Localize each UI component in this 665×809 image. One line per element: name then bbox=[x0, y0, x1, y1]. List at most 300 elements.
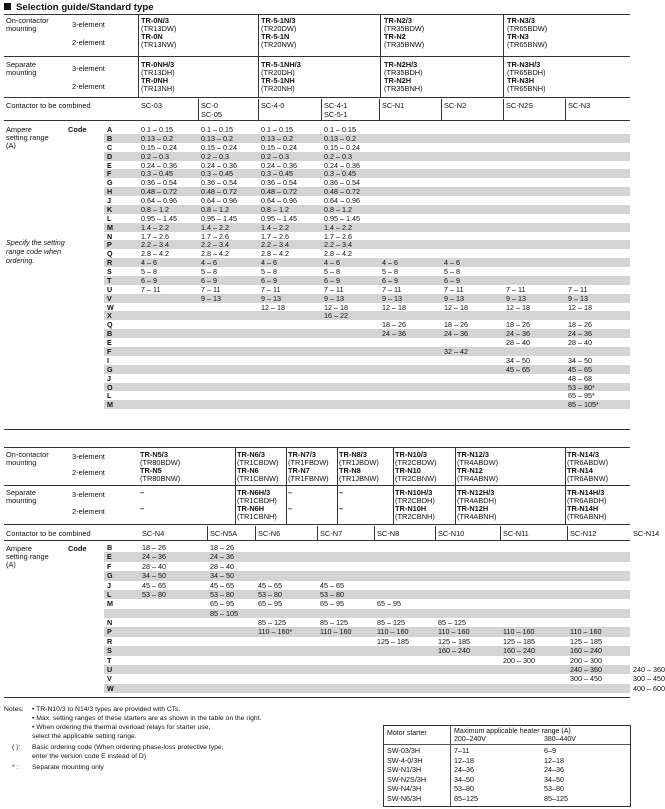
contactor-name: SC-4-0 bbox=[261, 101, 285, 110]
ampere-label: Ampere bbox=[6, 544, 32, 553]
heater-range-200: 7–11 bbox=[454, 746, 470, 755]
rule-line bbox=[393, 447, 394, 524]
setting-range: 0.2 – 0.3 bbox=[141, 151, 169, 161]
on-contactor-label: On-contactor bbox=[6, 450, 49, 459]
model-3e: (TR80BDW) bbox=[140, 458, 181, 467]
model-3e: (TR2CBDW) bbox=[395, 458, 437, 467]
model-2e: (TR2CBNW) bbox=[395, 474, 437, 483]
model-sep-2e: – bbox=[339, 504, 344, 513]
setting-range: 24 – 36 bbox=[382, 329, 406, 339]
row-shade bbox=[104, 258, 630, 267]
setting-range: 5 – 8 bbox=[261, 267, 277, 277]
row-shade bbox=[104, 311, 630, 320]
setting-code: L bbox=[107, 589, 112, 599]
rule-line bbox=[235, 447, 236, 524]
motor-starter-table bbox=[383, 725, 631, 807]
setting-range: 0.24 – 0.36 bbox=[141, 160, 177, 170]
row-shade bbox=[104, 383, 630, 392]
setting-range: 0.95 – 1.45 bbox=[261, 213, 297, 223]
row-shade bbox=[104, 646, 630, 655]
setting-range: 45 – 65 bbox=[320, 580, 344, 590]
model-sep-2e: – bbox=[288, 504, 293, 513]
row-shade bbox=[104, 571, 630, 580]
setting-range: 12 – 18 bbox=[324, 302, 348, 312]
row-shade bbox=[104, 347, 630, 356]
specify-note: range code when bbox=[6, 247, 62, 256]
model-2e: (TR20NW) bbox=[261, 40, 297, 49]
model-2e: (TR4ABNW) bbox=[457, 474, 499, 483]
setting-range: 28 – 40 bbox=[142, 561, 166, 571]
rule-line bbox=[138, 14, 139, 97]
setting-range: 0.15 – 0.24 bbox=[141, 142, 177, 152]
contactor-label: Contactor to be combined bbox=[6, 101, 91, 110]
setting-code: X bbox=[107, 311, 112, 321]
setting-range: 4 – 6 bbox=[324, 258, 340, 268]
setting-range: 24 – 36 bbox=[506, 329, 530, 339]
setting-range: 7 – 11 bbox=[506, 284, 526, 294]
row-shade bbox=[104, 294, 630, 303]
setting-range: 65 – 95 bbox=[258, 599, 282, 609]
model-sep-3e: – bbox=[339, 488, 344, 497]
setting-range: 0.1 – 0.15 bbox=[201, 125, 233, 134]
setting-code: E bbox=[107, 552, 112, 562]
model-sep-2e: TR-N6H bbox=[237, 504, 265, 513]
separate-label: Separate bbox=[6, 60, 36, 69]
setting-range: 1.7 – 2.6 bbox=[201, 231, 229, 241]
setting-code: N bbox=[107, 618, 113, 628]
rule-line bbox=[4, 14, 630, 15]
motor-starter-model: SW-N4/3H bbox=[387, 784, 422, 794]
setting-range: 5 – 8 bbox=[324, 267, 340, 277]
setting-range: 9 – 13 bbox=[324, 293, 344, 303]
setting-range: 0.8 – 1.2 bbox=[201, 204, 229, 214]
setting-range: 9 – 13 bbox=[382, 293, 402, 303]
model-sep-3e: (TR2CBDH) bbox=[395, 496, 435, 505]
setting-range: 0.1 – 0.15 bbox=[324, 125, 356, 134]
setting-code: P bbox=[107, 627, 112, 637]
contactor-name: SC-N2S bbox=[506, 101, 534, 110]
setting-range: 0.3 – 0.45 bbox=[141, 169, 173, 179]
row-shade bbox=[104, 590, 630, 599]
rule-line bbox=[441, 99, 442, 120]
model-sep-2e: TR-N10H bbox=[395, 504, 427, 513]
setting-range: 300 – 450 bbox=[570, 674, 602, 684]
setting-range: 7 – 11 bbox=[444, 284, 464, 294]
rule-line bbox=[455, 447, 456, 524]
contactor-name: SC-N1 bbox=[382, 101, 405, 110]
separate-label: mounting bbox=[6, 68, 37, 77]
model-2e: TR-N7 bbox=[288, 466, 310, 475]
motor-starter-header: Motor starter bbox=[387, 730, 427, 737]
three-element-label: 3-element bbox=[72, 20, 105, 29]
model-2e: (TR65BNW) bbox=[507, 40, 548, 49]
setting-range: 4 – 6 bbox=[141, 258, 157, 268]
setting-range: 0.15 – 0.24 bbox=[324, 142, 360, 152]
setting-range: 28 – 40 bbox=[210, 561, 234, 571]
setting-range: 12 – 18 bbox=[261, 302, 285, 312]
setting-range: 0.15 – 0.24 bbox=[261, 142, 297, 152]
motor-starter-model: SW-N6/3H bbox=[387, 794, 422, 803]
model-3e: TR-N8/3 bbox=[339, 450, 367, 459]
model-2e: TR-N6 bbox=[237, 466, 259, 475]
setting-range: 240 – 360 bbox=[633, 664, 665, 674]
setting-range: 2.8 – 4.2 bbox=[324, 249, 352, 259]
model-sep-3e: TR-N3H/3 bbox=[507, 60, 541, 69]
heater-range-380: 34–50 bbox=[544, 774, 564, 784]
setting-range: 48 – 68 bbox=[568, 373, 592, 383]
setting-code: D bbox=[107, 151, 113, 161]
note-bullet: • When ordering the thermal overload relays for starter use, bbox=[32, 724, 211, 731]
setting-range: 53 – 80 bbox=[210, 589, 234, 599]
setting-code: Q bbox=[107, 249, 113, 259]
setting-code: B bbox=[107, 543, 113, 552]
setting-range: 0.8 – 1.2 bbox=[141, 204, 169, 214]
rule-line bbox=[4, 429, 630, 430]
model-sep-3e: (TR65BDH) bbox=[507, 68, 546, 77]
setting-code: M bbox=[107, 222, 113, 232]
heater-range-header: Maximum applicable heater range (A) bbox=[454, 728, 571, 735]
model-3e: TR-N5/3 bbox=[140, 450, 168, 459]
model-sep-2e: – bbox=[140, 504, 145, 513]
setting-code: A bbox=[107, 125, 113, 134]
rule-line bbox=[4, 524, 630, 525]
setting-range: 4 – 6 bbox=[382, 258, 398, 268]
setting-range: 65 – 95 bbox=[210, 599, 234, 609]
setting-range: 34 – 50 bbox=[568, 355, 592, 365]
setting-range: 65 – 95 bbox=[320, 599, 344, 609]
notes-label: Notes: bbox=[4, 706, 24, 713]
setting-range: 18 – 26 bbox=[210, 543, 234, 552]
contactor-name: SC-05 bbox=[201, 110, 222, 119]
motor-starter-model: SW-N1/3H bbox=[387, 765, 422, 775]
setting-code: V bbox=[107, 674, 112, 684]
setting-range: 7 – 11 bbox=[261, 284, 281, 294]
setting-code: S bbox=[107, 646, 112, 656]
code-label: Code bbox=[68, 544, 87, 553]
voltage-380: 380–440V bbox=[544, 736, 576, 743]
setting-range: 7 – 11 bbox=[382, 284, 402, 294]
setting-range: 2.2 – 3.4 bbox=[261, 240, 289, 250]
setting-range: 18 – 26 bbox=[568, 320, 592, 330]
three-element-label: 3-element bbox=[72, 64, 105, 73]
setting-code: K bbox=[107, 204, 113, 214]
star-label: * : bbox=[12, 764, 19, 771]
setting-range: 110 – 160* bbox=[258, 627, 293, 637]
model-3e: (TR4ABDW) bbox=[457, 458, 499, 467]
model-sep-2e: (TR4ABNH) bbox=[457, 512, 497, 521]
setting-range: 0.95 – 1.45 bbox=[141, 213, 177, 223]
row-shade bbox=[104, 609, 630, 618]
heater-range-200: 34–50 bbox=[454, 774, 474, 784]
setting-range: 28 – 40 bbox=[568, 338, 592, 348]
setting-range: 0.95 – 1.45 bbox=[324, 213, 360, 223]
setting-range: 0.36 – 0.54 bbox=[324, 178, 360, 188]
setting-range: 0.64 – 0.96 bbox=[141, 196, 177, 206]
page-title bbox=[4, 2, 154, 13]
setting-range: 0.3 – 0.45 bbox=[261, 169, 293, 179]
heater-range-380: 6–9 bbox=[544, 746, 556, 755]
contactor-name: SC-N8 bbox=[377, 529, 400, 538]
model-2e: TR-5-1N bbox=[261, 32, 290, 41]
rule-line bbox=[207, 526, 208, 540]
row-shade bbox=[104, 684, 630, 693]
three-element-label: 3-element bbox=[72, 490, 105, 499]
paren-text: enter the version code E instead of D) bbox=[32, 753, 147, 760]
setting-range: 160 – 240 bbox=[503, 646, 535, 656]
row-shade bbox=[104, 276, 630, 285]
setting-range: 200 – 300 bbox=[570, 655, 602, 665]
setting-range: 2.8 – 4.2 bbox=[201, 249, 229, 259]
separate-label: mounting bbox=[6, 496, 37, 505]
setting-range: 1.7 – 2.6 bbox=[324, 231, 352, 241]
note-bullet: select the applicable setting range. bbox=[32, 733, 137, 740]
contactor-name: SC-N4 bbox=[142, 529, 165, 538]
model-3e: TR-N12/3 bbox=[457, 450, 490, 459]
ampere-label: (A) bbox=[6, 560, 16, 569]
contactor-name: SC-N14 bbox=[633, 529, 660, 538]
model-3e: TR-N7/3 bbox=[288, 450, 316, 459]
rule-line bbox=[258, 14, 259, 97]
setting-range: 300 – 450 bbox=[633, 674, 665, 684]
setting-range: 0.48 – 0.72 bbox=[261, 187, 297, 197]
setting-range: 0.15 – 0.24 bbox=[201, 142, 237, 152]
setting-range: 125 – 185 bbox=[377, 636, 409, 646]
row-shade bbox=[104, 169, 630, 178]
model-sep-3e: TR-N10H/3 bbox=[395, 488, 433, 497]
row-shade bbox=[104, 223, 630, 232]
setting-range: 85 – 125 bbox=[438, 618, 466, 628]
setting-range: 400 – 600 bbox=[633, 683, 665, 693]
setting-range: 110 – 160 bbox=[320, 627, 352, 637]
setting-range: 18 – 26 bbox=[382, 320, 406, 330]
setting-range: 9 – 13 bbox=[261, 293, 281, 303]
model-3e: (TR35BDW) bbox=[384, 24, 425, 33]
setting-range: 5 – 8 bbox=[382, 267, 398, 277]
setting-range: 1.4 – 2.2 bbox=[324, 222, 352, 232]
two-element-label: 2-element bbox=[72, 82, 105, 91]
setting-range: 4 – 6 bbox=[444, 258, 460, 268]
setting-range: 0.48 – 0.72 bbox=[141, 187, 177, 197]
separate-label: Separate bbox=[6, 488, 36, 497]
row-shade bbox=[104, 152, 630, 161]
two-element-label: 2-element bbox=[72, 468, 105, 477]
model-sep-3e: (TR13DH) bbox=[141, 68, 175, 77]
setting-range: 0.3 – 0.45 bbox=[324, 169, 356, 179]
model-sep-3e: (TR35BDH) bbox=[384, 68, 423, 77]
rule-line bbox=[317, 526, 318, 540]
setting-code: N bbox=[107, 231, 113, 241]
contactor-label: Contactor to be combined bbox=[6, 529, 91, 538]
ampere-label: setting range bbox=[6, 133, 49, 142]
model-sep-2e: (TR65BNH) bbox=[507, 84, 546, 93]
setting-code: U bbox=[107, 284, 113, 294]
rule-line bbox=[4, 540, 630, 541]
ampere-label: Ampere bbox=[6, 125, 32, 134]
setting-code: E bbox=[107, 160, 112, 170]
model-2e: (TR13NW) bbox=[141, 40, 177, 49]
rule-line bbox=[565, 99, 566, 120]
setting-range: 4 – 6 bbox=[201, 258, 217, 268]
setting-range: 6 – 9 bbox=[444, 275, 460, 285]
setting-range: 65 – 95 bbox=[377, 599, 401, 609]
star-text: Separate mounting only bbox=[32, 764, 104, 771]
setting-code: L bbox=[107, 213, 112, 223]
model-2e: (TR80BNW) bbox=[140, 474, 181, 483]
rule-line bbox=[258, 99, 259, 120]
setting-code: W bbox=[107, 302, 114, 312]
contactor-name: SC-5-1 bbox=[324, 110, 348, 119]
setting-range: 125 – 185 bbox=[503, 636, 535, 646]
setting-code: R bbox=[107, 636, 113, 646]
setting-range: 45 – 65 bbox=[258, 580, 282, 590]
contactor-name: SC-N3 bbox=[568, 101, 591, 110]
model-2e: (TR1CBNW) bbox=[237, 474, 279, 483]
rule-line bbox=[500, 526, 501, 540]
setting-range: 200 – 300 bbox=[503, 655, 535, 665]
model-2e: TR-N8 bbox=[339, 466, 361, 475]
setting-code: L bbox=[107, 391, 112, 401]
code-label: Code bbox=[68, 125, 87, 134]
rule-line bbox=[4, 97, 630, 98]
model-sep-2e: (TR35BNH) bbox=[384, 84, 423, 93]
model-2e: TR-N12 bbox=[457, 466, 483, 475]
model-3e: (TR1JBDW) bbox=[339, 458, 379, 467]
setting-range: 0.13 – 0.2 bbox=[201, 133, 233, 143]
rule-line bbox=[503, 99, 504, 120]
model-sep-2e: (TR1CBNH) bbox=[237, 512, 277, 521]
setting-code: V bbox=[107, 293, 112, 303]
setting-range: 12 – 18 bbox=[506, 302, 530, 312]
setting-code: J bbox=[107, 196, 111, 206]
setting-range: 5 – 8 bbox=[444, 267, 460, 277]
on-contactor-label: mounting bbox=[6, 458, 37, 467]
setting-range: 0.8 – 1.2 bbox=[261, 204, 289, 214]
model-3e: TR-5-1N/3 bbox=[261, 16, 296, 25]
model-sep-2e: TR-N12H bbox=[457, 504, 489, 513]
heater-range-200: 85–125 bbox=[454, 794, 478, 803]
rule-line bbox=[337, 447, 338, 524]
contactor-name: SC-N7 bbox=[320, 529, 343, 538]
model-3e: (TR1FBDW) bbox=[288, 458, 329, 467]
model-3e: TR-N6/3 bbox=[237, 450, 265, 459]
setting-range: 6 – 9 bbox=[324, 275, 340, 285]
heater-range-380: 85–125 bbox=[544, 794, 568, 803]
setting-range: 0.64 – 0.96 bbox=[324, 196, 360, 206]
motor-starter-model: SW-03/3H bbox=[387, 746, 421, 755]
setting-range: 32 – 42 bbox=[444, 347, 468, 356]
two-element-label: 2-element bbox=[72, 507, 105, 516]
setting-range: 2.2 – 3.4 bbox=[201, 240, 229, 250]
setting-code: J bbox=[107, 580, 111, 590]
setting-range: 0.13 – 0.2 bbox=[324, 133, 356, 143]
setting-range: 0.13 – 0.2 bbox=[141, 133, 173, 143]
setting-code: O bbox=[107, 382, 113, 392]
setting-range: 0.1 – 0.15 bbox=[261, 125, 293, 134]
setting-range: 12 – 18 bbox=[444, 302, 468, 312]
model-3e: TR-N3/3 bbox=[507, 16, 535, 25]
rule-line bbox=[255, 526, 256, 540]
note-bullet: • Max. setting ranges of these starters are as shown in the table on the right. bbox=[32, 715, 262, 722]
setting-range: 34 – 50 bbox=[142, 571, 166, 581]
model-2e: TR-N5 bbox=[140, 466, 162, 475]
setting-range: 16 – 22 bbox=[324, 311, 348, 321]
model-sep-3e: TR-N2H/3 bbox=[384, 60, 418, 69]
contactor-name: SC-03 bbox=[141, 101, 162, 110]
model-sep-2e: TR-N3H bbox=[507, 76, 535, 85]
setting-range: 2.2 – 3.4 bbox=[141, 240, 169, 250]
setting-range: 9 – 13 bbox=[506, 293, 526, 303]
setting-range: 0.3 – 0.45 bbox=[201, 169, 233, 179]
setting-range: 53 – 80 bbox=[320, 589, 344, 599]
setting-range: 0.2 – 0.3 bbox=[261, 151, 289, 161]
model-sep-3e: – bbox=[140, 488, 145, 497]
model-3e: (TR1CBDW) bbox=[237, 458, 279, 467]
setting-range: 0.24 – 0.36 bbox=[201, 160, 237, 170]
model-3e: (TR13DW) bbox=[141, 24, 177, 33]
contactor-name: SC-4-1 bbox=[324, 101, 348, 110]
setting-range: 0.36 – 0.54 bbox=[261, 178, 297, 188]
rule-line bbox=[198, 99, 199, 120]
setting-range: 24 – 36 bbox=[142, 552, 166, 562]
contactor-name: SC-N12 bbox=[570, 529, 597, 538]
paren-label: ( ): bbox=[12, 744, 21, 751]
specify-note: Specify the setting bbox=[6, 238, 65, 247]
rule-line bbox=[374, 526, 375, 540]
ampere-label: setting range bbox=[6, 552, 49, 561]
model-sep-3e: TR-N12H/3 bbox=[457, 488, 495, 497]
heater-range-200: 53–80 bbox=[454, 784, 474, 794]
setting-range: 0.95 – 1.45 bbox=[201, 213, 237, 223]
setting-code: T bbox=[107, 655, 112, 665]
rule-line bbox=[567, 526, 568, 540]
model-sep-2e: (TR13NH) bbox=[141, 84, 175, 93]
model-3e: TR-0N/3 bbox=[141, 16, 169, 25]
setting-range: 12 – 18 bbox=[382, 302, 406, 312]
setting-range: 110 – 160 bbox=[570, 627, 602, 637]
note-bullet: • TR-N10/3 to N14/3 types are provided with CTs. bbox=[32, 706, 181, 713]
row-shade bbox=[104, 134, 630, 143]
setting-range: 2.2 – 3.4 bbox=[324, 240, 352, 250]
setting-code: P bbox=[107, 240, 112, 250]
model-3e: (TR20DW) bbox=[261, 24, 297, 33]
setting-range: 0.64 – 0.96 bbox=[201, 196, 237, 206]
row-shade bbox=[104, 552, 630, 561]
on-contactor-label: On-contactor bbox=[6, 16, 49, 25]
rule-line bbox=[503, 14, 504, 97]
model-3e: TR-N10/3 bbox=[395, 450, 428, 459]
setting-range: 0.13 – 0.2 bbox=[261, 133, 293, 143]
model-2e: TR-N10 bbox=[395, 466, 421, 475]
setting-range: 0.8 – 1.2 bbox=[324, 204, 352, 214]
setting-range: 6 – 9 bbox=[261, 275, 277, 285]
setting-range: 0.24 – 0.36 bbox=[261, 160, 297, 170]
setting-range: 0.24 – 0.36 bbox=[324, 160, 360, 170]
model-2e: (TR1FBNW) bbox=[288, 474, 329, 483]
two-element-label: 2-element bbox=[72, 38, 105, 47]
setting-range: 9 – 13 bbox=[444, 293, 464, 303]
model-sep-3e: (TR1CBDH) bbox=[237, 496, 277, 505]
setting-code: E bbox=[107, 338, 112, 348]
setting-range: 5 – 8 bbox=[141, 267, 157, 277]
setting-code: S bbox=[107, 267, 112, 277]
model-2e: TR-N14 bbox=[567, 466, 593, 475]
setting-range: 0.64 – 0.96 bbox=[261, 196, 297, 206]
setting-range: 85 – 105 bbox=[210, 608, 238, 618]
setting-range: 2.8 – 4.2 bbox=[141, 249, 169, 259]
setting-range: 0.36 – 0.54 bbox=[141, 178, 177, 188]
setting-range: 160 – 240 bbox=[438, 646, 470, 656]
model-sep-3e: (TR20DH) bbox=[261, 68, 295, 77]
